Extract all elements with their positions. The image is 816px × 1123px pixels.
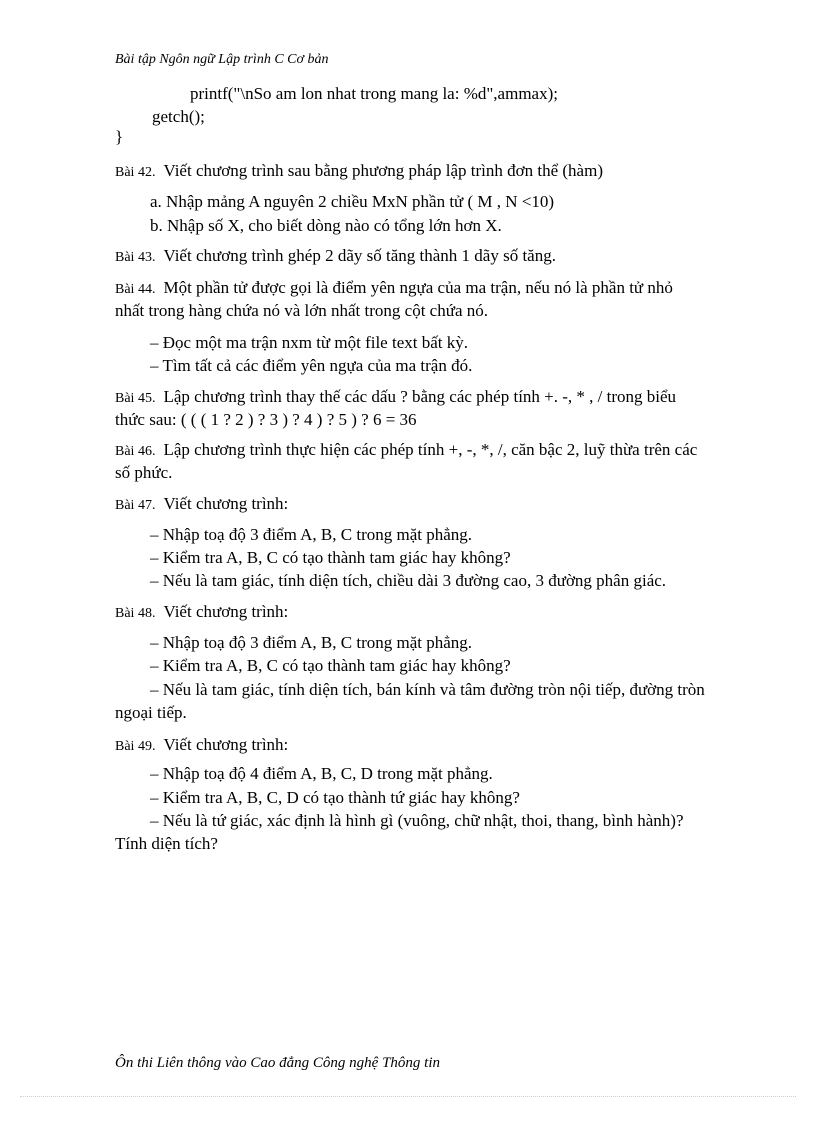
exercise-43 <box>115 246 556 266</box>
exercise-text: Viết chương trình: <box>163 735 289 754</box>
exercise-number: Bài 42. <box>115 165 156 180</box>
list-item: – Kiểm tra A, B, C có tạo thành tam giác hay không? <box>150 548 511 567</box>
exercise-text: Viết chương trình ghép 2 dãy số tăng thành 1 dãy số tăng. <box>163 246 556 265</box>
code-line: printf("\nSo am lon nhat trong mang la: %d",ammax); <box>190 84 558 103</box>
exercise-number: Bài 44. <box>115 282 156 297</box>
list-item-continued: Tính diện tích? <box>115 834 218 853</box>
list-item: – Nếu là tam giác, tính diện tích, chiều dài 3 đường cao, 3 đường phân giác. <box>150 571 667 590</box>
list-item: a. Nhập mảng A nguyên 2 chiều MxN phần tử ( M , N <10) <box>150 192 555 211</box>
exercise-44 <box>115 278 673 298</box>
list-item: – Nhập toạ độ 4 điểm A, B, C, D trong mặt phẳng. <box>150 764 493 783</box>
list-item: – Đọc một ma trận nxm từ một file text bất kỳ. <box>150 333 468 352</box>
exercise-number: Bài 49. <box>115 739 156 754</box>
exercise-48 <box>115 602 288 622</box>
exercise-number: Bài 47. <box>115 498 156 513</box>
exercise-number: Bài 46. <box>115 444 156 459</box>
exercise-45 <box>115 387 676 407</box>
exercise-text-continued: số phức. <box>115 463 173 482</box>
exercise-text-continued: thức sau: ( ( ( 1 ? 2 ) ? 3 ) ? 4 ) ? 5 ) ? 6 = 36 <box>115 410 417 429</box>
exercise-46 <box>115 440 697 460</box>
code-line: } <box>115 127 124 146</box>
exercise-text: Lập chương trình thay thế các dấu ? bằng các phép tính +. -, * , / trong biểu <box>163 387 677 406</box>
list-item: – Kiểm tra A, B, C có tạo thành tam giác hay không? <box>150 656 511 675</box>
list-item: b. Nhập số X, cho biết dòng nào có tổng lớn hơn X. <box>150 216 502 235</box>
exercise-text: Lập chương trình thực hiện các phép tính +, -, *, /, căn bậc 2, luỹ thừa trên các <box>163 440 698 459</box>
list-item: – Kiểm tra A, B, C, D có tạo thành tứ giác hay không? <box>150 788 520 807</box>
page-footer: Ôn thi Liên thông vào Cao đẳng Công nghệ Thông tin <box>115 1055 441 1071</box>
list-item: – Nếu là tam giác, tính diện tích, bán kính và tâm đường tròn nội tiếp, đường tròn <box>150 680 705 699</box>
page-bottom-divider <box>20 1096 796 1097</box>
exercise-number: Bài 48. <box>115 606 156 621</box>
exercise-text: Viết chương trình: <box>163 602 289 621</box>
code-line: getch(); <box>152 107 205 126</box>
exercise-text-continued: nhất trong hàng chứa nó và lớn nhất trong cột chứa nó. <box>115 301 488 320</box>
exercise-number: Bài 45. <box>115 391 156 406</box>
exercise-text: Viết chương trình: <box>163 494 289 513</box>
list-item-continued: ngoại tiếp. <box>115 703 187 722</box>
exercise-42 <box>115 161 603 181</box>
exercise-49 <box>115 735 288 755</box>
list-item: – Nếu là tứ giác, xác định là hình gì (vuông, chữ nhật, thoi, thang, bình hành)? <box>150 811 684 830</box>
exercise-47 <box>115 494 288 514</box>
exercise-text: Một phần tử được gọi là điểm yên ngựa của ma trận, nếu nó là phần tử nhỏ <box>163 278 673 297</box>
list-item: – Tìm tất cả các điểm yên ngựa của ma trận đó. <box>150 356 473 375</box>
list-item: – Nhập toạ độ 3 điểm A, B, C trong mặt phẳng. <box>150 633 473 652</box>
list-item: – Nhập toạ độ 3 điểm A, B, C trong mặt phẳng. <box>150 525 473 544</box>
exercise-number: Bài 43. <box>115 250 156 265</box>
exercise-text: Viết chương trình sau bằng phương pháp lập trình đơn thể (hàm) <box>163 161 603 180</box>
page-header: Bài tập Ngôn ngữ Lập trình C Cơ bản <box>115 52 329 67</box>
